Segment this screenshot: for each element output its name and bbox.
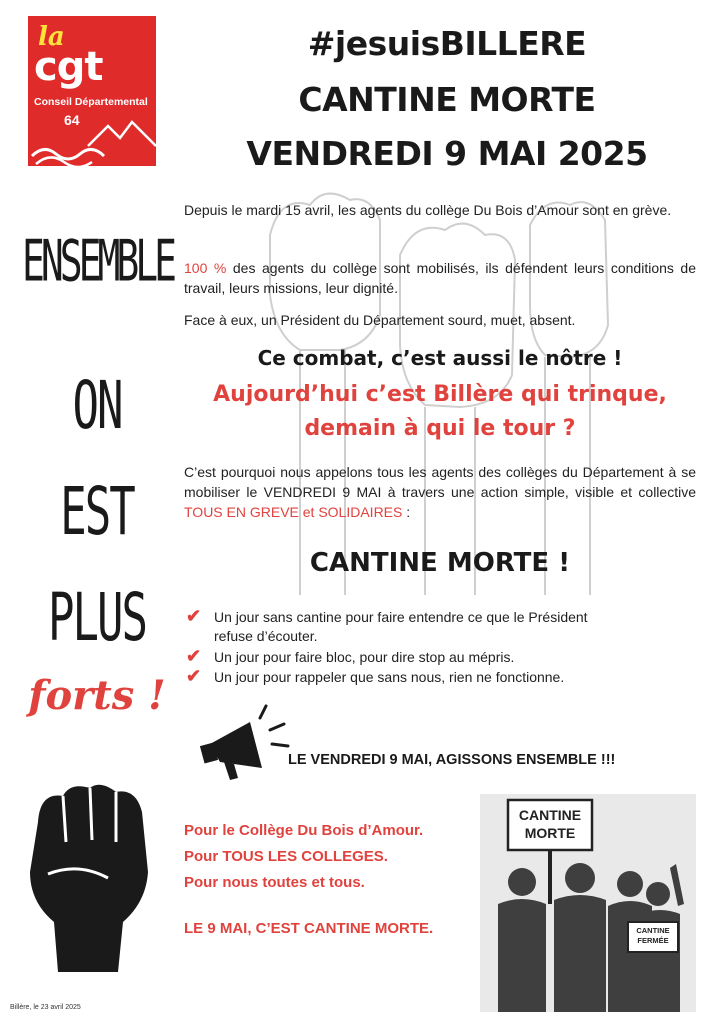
appeal-end: : bbox=[402, 504, 411, 520]
check-item-3 bbox=[186, 666, 706, 687]
check-icon: ✔ bbox=[186, 666, 202, 686]
closing-line-1: Pour le Collège Du Bois d’Amour. bbox=[184, 822, 424, 839]
side-word-est: EST bbox=[60, 474, 134, 551]
closing-line-2: Pour TOUS LES COLLEGES. bbox=[184, 848, 388, 865]
intro-paragraph-2 bbox=[184, 258, 696, 298]
closing-line-3: Pour nous toutes et tous. bbox=[184, 874, 365, 891]
appeal-highlight: TOUS EN GREVE et SOLIDAIRES bbox=[184, 504, 403, 520]
title-hashtag: #jesuisBILLERE bbox=[307, 24, 587, 63]
combat-red-line-2: demain à qui le tour ? bbox=[304, 416, 576, 441]
protest-illustration bbox=[480, 794, 696, 1012]
check-item-1-continued: refuse d’écouter. bbox=[214, 628, 318, 644]
poster-sign bbox=[508, 806, 592, 842]
poster-sign-line-2: MORTE bbox=[524, 825, 576, 841]
mountain-wave-icon bbox=[28, 116, 156, 166]
closing-line-4: LE 9 MAI, C’EST CANTINE MORTE. bbox=[184, 920, 434, 937]
megaphone-icon bbox=[200, 700, 290, 785]
cantine-morte-heading: CANTINE MORTE ! bbox=[309, 548, 571, 578]
intro-paragraph-3: Face à eux, un Président du Département sourd, muet, absent. bbox=[184, 312, 576, 328]
poster-sign-line-1: CANTINE bbox=[518, 807, 582, 823]
raised-fist-icon bbox=[18, 782, 168, 972]
check-item-3-text: Un jour pour rappeler que sans nous, rien ne fonctionne. bbox=[214, 669, 565, 685]
appeal-text: C’est pourquoi nous appelons tous les agents des collèges du Département à se mobiliser le VENDREDI 9 MAI à travers une action simple, visible et collective bbox=[184, 464, 696, 500]
poster-small-sign-line-2: FERMÉE bbox=[637, 936, 669, 945]
poster-small-sign bbox=[628, 926, 678, 946]
side-word-forts: forts ! bbox=[28, 672, 166, 719]
logo-cgt: cgt bbox=[34, 44, 103, 90]
logo-la: la bbox=[38, 22, 65, 52]
side-word-on: ON bbox=[72, 368, 122, 445]
slogan: LE VENDREDI 9 MAI, AGISSONS ENSEMBLE !!! bbox=[288, 752, 616, 768]
check-item-2-text: Un jour pour faire bloc, pour dire stop au mépris. bbox=[214, 649, 515, 665]
check-item-1 bbox=[186, 606, 706, 627]
side-word-ensemble: ENSEMBLE bbox=[22, 228, 174, 294]
cgt-logo bbox=[28, 16, 156, 166]
combat-headline: Ce combat, c’est aussi le nôtre ! bbox=[257, 346, 623, 370]
title-cantine-morte: CANTINE MORTE bbox=[298, 80, 596, 119]
footer-date: Billère, le 23 avril 2025 bbox=[10, 1004, 81, 1011]
check-icon: ✔ bbox=[186, 646, 202, 666]
poster-small-sign-line-1: CANTINE bbox=[636, 926, 670, 935]
percent-highlight: 100 % bbox=[184, 260, 227, 276]
logo-number: 64 bbox=[64, 112, 80, 128]
intro-paragraph-1: Depuis le mardi 15 avril, les agents du collège Du Bois d’Amour sont en grève. bbox=[184, 202, 672, 218]
title-date: VENDREDI 9 MAI 2025 bbox=[246, 134, 648, 173]
intro-paragraph-2-text: des agents du collège sont mobilisés, ils défendent leurs conditions de travail, leurs missions, leur dignité. bbox=[184, 260, 697, 296]
check-icon: ✔ bbox=[186, 606, 202, 626]
check-item-2 bbox=[186, 646, 706, 667]
combat-red-line-1: Aujourd’hui c’est Billère qui trinque, bbox=[213, 382, 667, 407]
appeal-paragraph bbox=[184, 462, 696, 522]
logo-subtitle: Conseil Départemental bbox=[34, 96, 148, 108]
side-word-plus: PLUS bbox=[48, 580, 146, 657]
check-item-1-text: Un jour sans cantine pour faire entendre ce que le Président bbox=[214, 609, 588, 625]
